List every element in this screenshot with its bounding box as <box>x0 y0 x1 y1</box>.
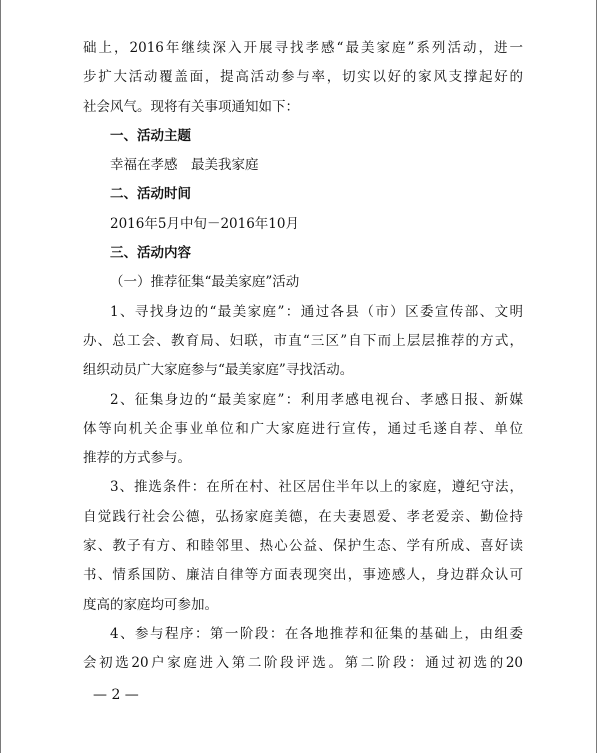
paragraph-line: 自觉践行社会公德，弘扬家庭美德，在夫妻恩爱、孝老爱亲、勤俭持 <box>83 508 523 525</box>
paragraph-line: 3、推选条件：在所在村、社区居住半年以上的家庭，遵纪守法， <box>110 479 523 496</box>
paragraph-line: 会初选20户家庭进入第二阶段评选。第二阶段：通过初选的20 <box>83 655 523 672</box>
subsection-heading: （一）推荐征集“最美家庭”活动 <box>110 274 300 291</box>
paragraph-line: 4、参与程序：第一阶段：在各地推荐和征集的基础上，由组委 <box>110 625 523 642</box>
section-heading-time: 二、活动时间 <box>110 186 191 203</box>
paragraph-line: 组织动员广大家庭参与“最美家庭”寻找活动。 <box>83 362 354 379</box>
section-heading-theme: 一、活动主题 <box>110 127 191 144</box>
paragraph-line: 社会风气。现将有关事项通知如下： <box>83 98 299 115</box>
paragraph-line: 办、总工会、教育局、妇联，市直“三区”自下而上层层推荐的方式， <box>83 332 523 349</box>
theme-text: 幸福在孝感 最美我家庭 <box>110 157 259 174</box>
section-heading-content: 三、活动内容 <box>110 245 191 262</box>
page-number: — 2 — <box>93 687 139 703</box>
paragraph-line: 推荐的方式参与。 <box>83 450 191 467</box>
paragraph-line: 体等向机关企事业单位和广大家庭进行宣传，通过毛遂自荐、单位 <box>83 420 523 437</box>
paragraph-line: 础上，2016年继续深入开展寻找孝感“最美家庭”系列活动，进一 <box>83 40 523 56</box>
paragraph-line: 1、寻找身边的“最美家庭”：通过各县（市）区委宣传部、文明 <box>110 303 523 320</box>
paragraph-line: 度高的家庭均可参加。 <box>83 596 218 613</box>
paragraph-line: 家、教子有方、和睦邻里、热心公益、保护生态、学有所成、喜好读 <box>83 538 523 555</box>
time-text: 2016年5月中旬－2016年10月 <box>110 215 299 232</box>
paragraph-line: 步扩大活动覆盖面，提高活动参与率，切实以好的家风支撑起好的 <box>83 69 523 86</box>
paragraph-line: 书、情系国防、廉洁自律等方面表现突出，事迹感人，身边群众认可 <box>83 567 523 584</box>
paragraph-line: 2、征集身边的“最美家庭”：利用孝感电视台、孝感日报、新媒 <box>110 391 523 408</box>
document-body <box>83 34 523 679</box>
